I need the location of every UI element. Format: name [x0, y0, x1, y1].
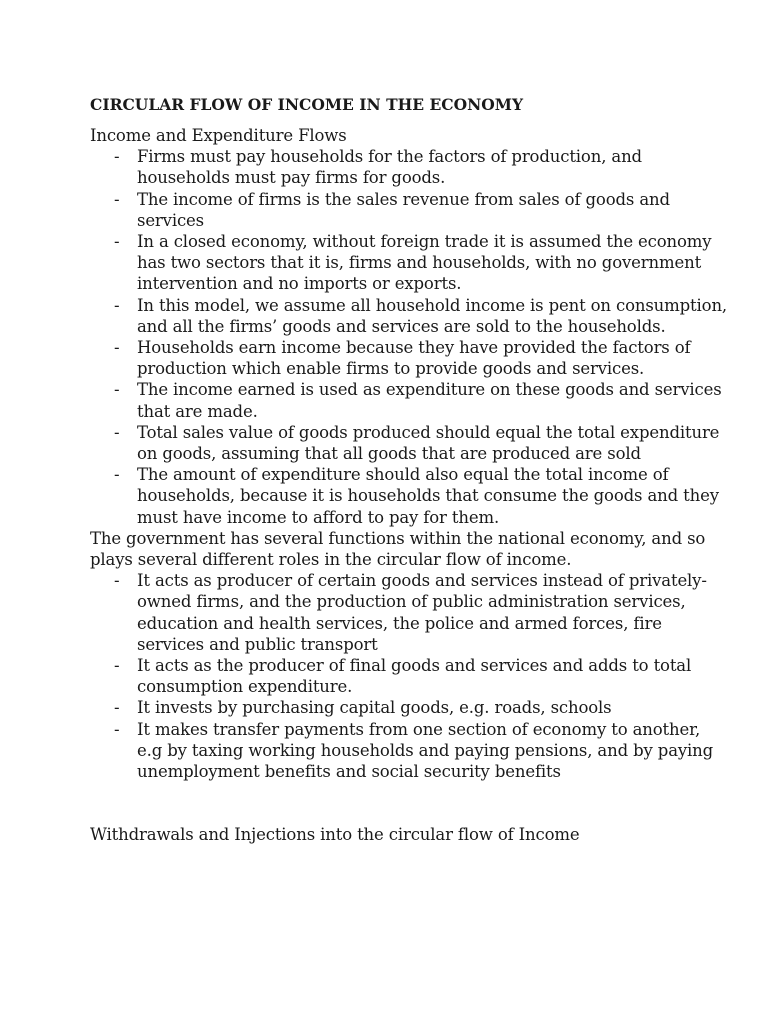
dash-marker: - — [114, 232, 120, 252]
list-item-text: In this model, we assume all household income is pent on consumption, and all the firms’ goods and services are sold to the households. — [137, 295, 728, 336]
dash-marker: - — [114, 422, 120, 442]
dash-marker: - — [114, 147, 120, 167]
list-item-text: The amount of expenditure should also equal the total income of households, because it is households that consume the goods and they must have income to afford to pay for them. — [137, 465, 719, 527]
list-item — [90, 422, 730, 464]
paragraph-spacer — [90, 782, 730, 824]
list-item — [90, 697, 730, 718]
list-item — [90, 464, 730, 528]
list-item — [90, 231, 730, 295]
list-item-text: Households earn income because they have provided the factors of production which enable firms to provide goods and services. — [137, 338, 691, 379]
dash-marker: - — [114, 295, 120, 315]
dash-marker: - — [114, 465, 120, 485]
list-item-text: It invests by purchasing capital goods, e.g. roads, schools — [137, 698, 612, 718]
list-item-text: It acts as the producer of final goods and services and adds to total consumption expenditure. — [137, 656, 692, 697]
section-heading-income-expenditure: Income and Expenditure Flows — [90, 126, 347, 145]
document-title: CIRCULAR FLOW OF INCOME IN THE ECONOMY — [90, 95, 524, 114]
income-expenditure-list — [90, 146, 730, 528]
dash-marker: - — [114, 338, 120, 358]
list-item — [90, 379, 730, 421]
section-heading-withdrawals-injections: Withdrawals and Injections into the circular flow of Income — [90, 825, 580, 845]
list-item-text: The income of firms is the sales revenue from sales of goods and services — [137, 189, 670, 230]
government-intro-paragraph: The government has several functions within the national economy, and so plays several different roles in the circular flow of income. — [90, 528, 706, 570]
list-item-text: It acts as producer of certain goods and services instead of privately-owned firms, and the production of public administration services, education and health services, the police and armed forces, fire services and public transport — [137, 571, 707, 654]
list-item — [90, 189, 730, 231]
dash-marker: - — [114, 656, 120, 676]
list-item-text: In a closed economy, without foreign trade it is assumed the economy has two sectors that it is, firms and households, with no government intervention and no imports or exports. — [137, 232, 712, 294]
document-page — [90, 94, 730, 846]
list-item — [90, 719, 730, 783]
dash-marker: - — [114, 719, 120, 739]
government-roles-list — [90, 570, 730, 782]
list-item — [90, 337, 730, 379]
dash-marker: - — [114, 571, 120, 591]
list-item — [90, 570, 730, 655]
list-item-text: Firms must pay households for the factors of production, and households must pay firms for goods. — [137, 147, 642, 188]
dash-marker: - — [114, 189, 120, 209]
list-item-text: It makes transfer payments from one section of economy to another, e.g by taxing working households and paying pensions, and by paying unemployment benefits and social security benefits — [137, 719, 714, 782]
list-item-text: The income earned is used as expenditure on these goods and services that are made. — [137, 380, 722, 421]
dash-marker: - — [114, 698, 120, 718]
list-item — [90, 655, 730, 697]
list-item-text: Total sales value of goods produced should equal the total expenditure on goods, assuming that all goods that are produced are sold — [137, 422, 720, 464]
dash-marker: - — [114, 380, 120, 400]
list-item — [90, 295, 730, 337]
list-item — [90, 146, 730, 188]
